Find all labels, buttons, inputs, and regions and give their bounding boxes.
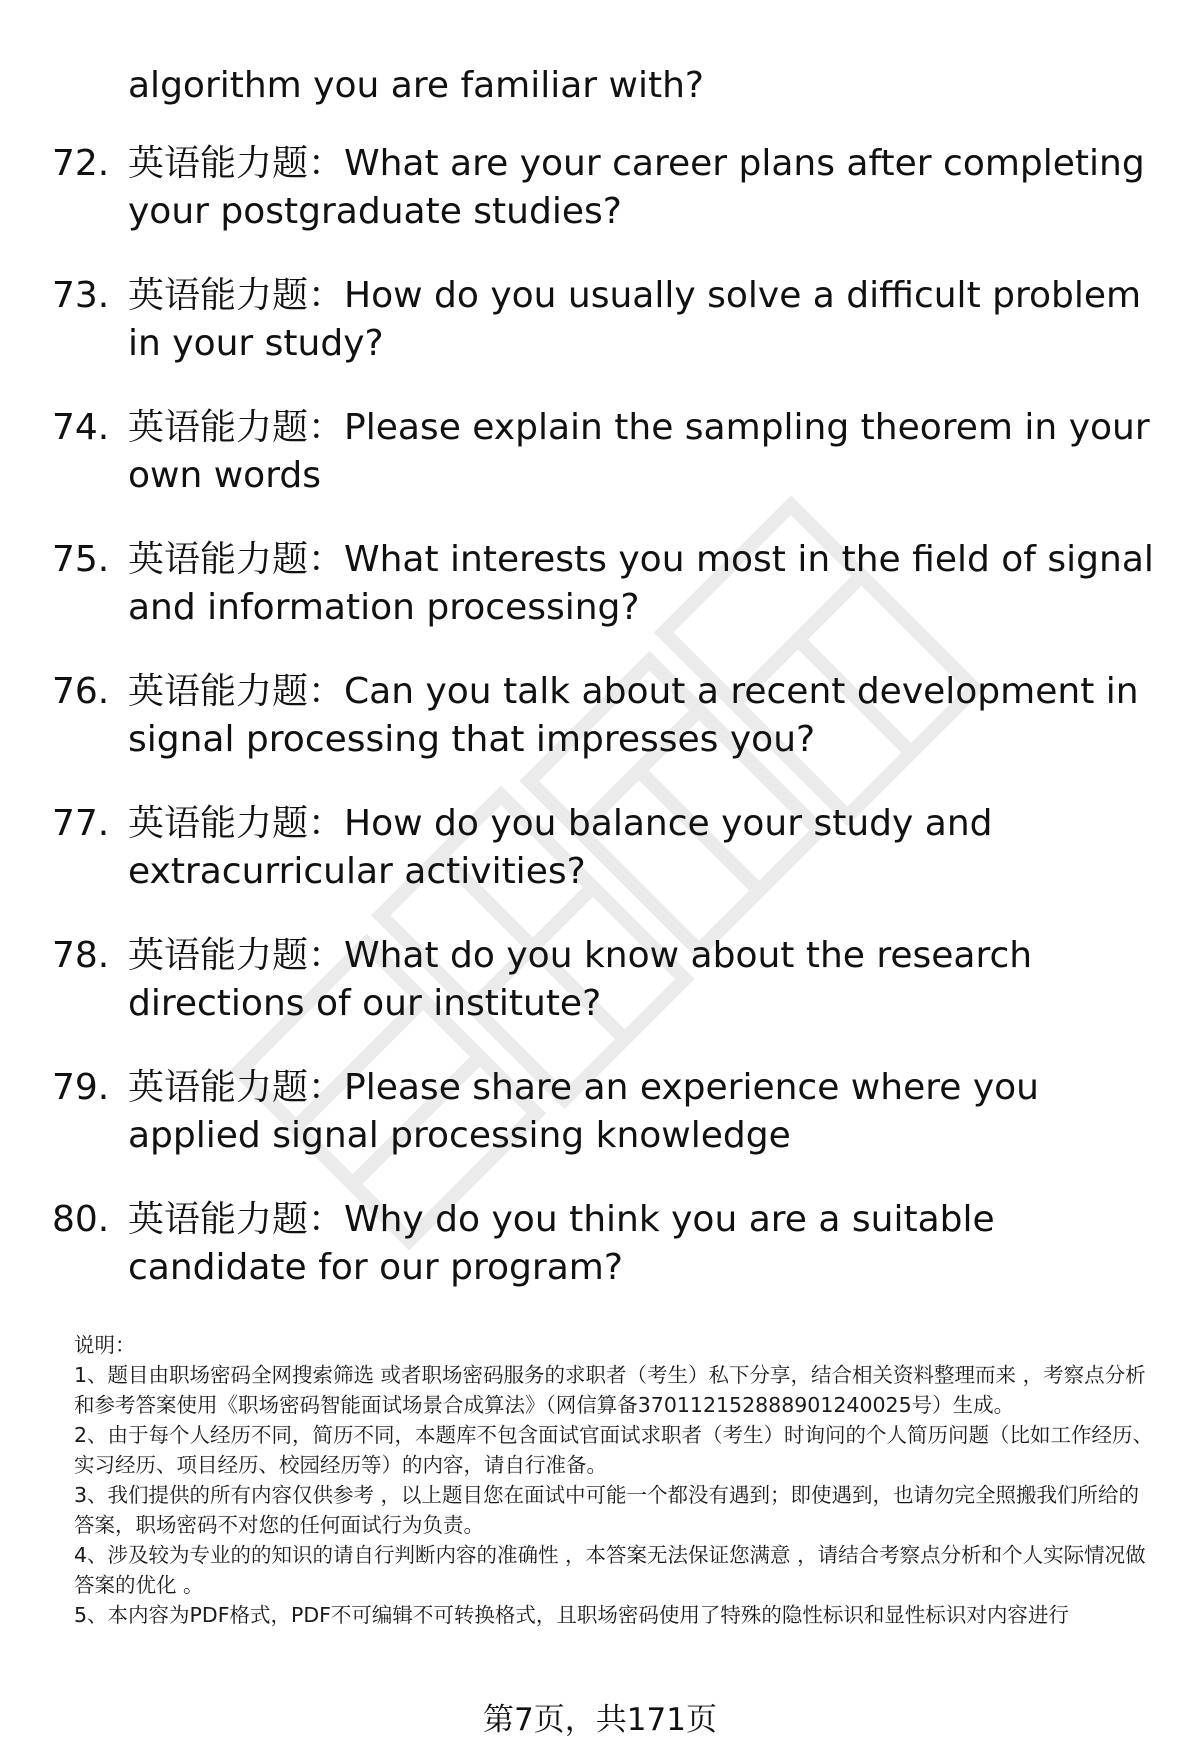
question-number: 73. xyxy=(52,275,110,316)
question-text: How do you usually solve a difficult problem in your study? xyxy=(128,275,1142,364)
question-item xyxy=(52,404,1172,500)
page-number-footer: 第7页，共171页 xyxy=(483,1702,717,1738)
notes-item: 2、由于每个人经历不同，简历不同，本题库不包含面试官面试求职者（考生）时询问的个人简历问题（比如工作经历、实习经历、项目经历、校园经历等）的内容，请自行准备。 xyxy=(74,1423,1154,1477)
question-text: How do you balance your study and extracurricular activities? xyxy=(128,803,993,892)
question-item xyxy=(52,668,1172,764)
question-number: 77. xyxy=(52,803,110,844)
question-item xyxy=(52,272,1172,368)
question-number: 74. xyxy=(52,407,110,448)
carry-over-question-text: algorithm you are familiar with? xyxy=(128,65,705,106)
question-text: Why do you think you are a suitable candidate for our program? xyxy=(128,1199,995,1288)
question-body xyxy=(128,800,1158,896)
question-body xyxy=(128,536,1158,632)
question-list xyxy=(52,140,1172,1328)
question-item xyxy=(52,800,1172,896)
question-tag: 英语能力题： xyxy=(128,275,345,316)
question-number: 79. xyxy=(52,1067,110,1108)
question-body xyxy=(128,1196,1158,1292)
question-item xyxy=(52,140,1172,236)
question-tag: 英语能力题： xyxy=(128,143,345,184)
notes-item: 1、题目由职场密码全网搜索筛选 或者职场密码服务的求职者（考生）私下分享，结合相关资料整理而来 ，考察点分析和参考答案使用《职场密码智能面试场景合成算法》（网信算备370112152888901240025号）生成。 xyxy=(74,1363,1146,1417)
question-tag: 英语能力题： xyxy=(128,1199,345,1240)
question-number: 72. xyxy=(52,143,110,184)
question-text: Please explain the sampling theorem in your own words xyxy=(128,407,1150,496)
question-body xyxy=(128,140,1158,236)
question-item xyxy=(52,536,1172,632)
notes-section xyxy=(74,1330,1154,1630)
question-text: What interests you most in the field of signal and information processing? xyxy=(128,539,1154,628)
question-tag: 英语能力题： xyxy=(128,539,345,580)
question-item xyxy=(52,1064,1172,1160)
question-tag: 英语能力题： xyxy=(128,1067,345,1108)
question-number: 78. xyxy=(52,935,110,976)
question-number: 80. xyxy=(52,1199,110,1240)
notes-item: 5、本内容为PDF格式，PDF不可编辑不可转换格式，且职场密码使用了特殊的隐性标识和显性标识对内容进行 xyxy=(74,1603,1069,1627)
question-tag: 英语能力题： xyxy=(128,671,345,712)
question-text: What do you know about the research directions of our institute? xyxy=(128,935,1033,1024)
question-item xyxy=(52,932,1172,1028)
question-body xyxy=(128,272,1158,368)
notes-item: 4、涉及较为专业的的知识的请自行判断内容的准确性 ，本答案无法保证您满意 ，请结合考察点分析和个人实际情况做答案的优化 。 xyxy=(74,1543,1146,1597)
question-body xyxy=(128,1064,1158,1160)
notes-item: 3、我们提供的所有内容仅供参考 ，以上题目您在面试中可能一个都没有遇到；即使遇到，也请勿完全照搬我们所给的答案，职场密码不对您的任何面试行为负责。 xyxy=(74,1483,1140,1537)
question-item xyxy=(52,1196,1172,1292)
question-text: Can you talk about a recent development in signal processing that impresses you? xyxy=(128,671,1139,760)
question-body xyxy=(128,404,1158,500)
question-tag: 英语能力题： xyxy=(128,935,345,976)
question-body xyxy=(128,932,1158,1028)
question-tag: 英语能力题： xyxy=(128,803,345,844)
question-body xyxy=(128,668,1158,764)
question-number: 75. xyxy=(52,539,110,580)
question-number: 76. xyxy=(52,671,110,712)
notes-heading: 说明： xyxy=(74,1333,136,1357)
question-text: What are your career plans after completing your postgraduate studies? xyxy=(128,143,1145,232)
question-tag: 英语能力题： xyxy=(128,407,345,448)
question-text: Please share an experience where you applied signal processing knowledge xyxy=(128,1067,1039,1156)
